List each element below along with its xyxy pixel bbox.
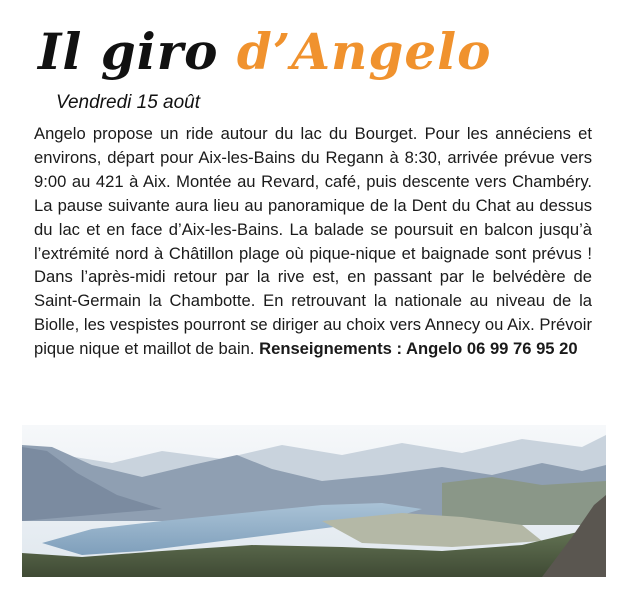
article-body xyxy=(34,122,592,361)
lake-panorama-photo xyxy=(22,425,606,577)
contact-info: Renseignements : Angelo 06 99 76 95 20 xyxy=(259,339,578,359)
headline xyxy=(38,22,492,82)
headline-part-1: Il giro xyxy=(38,22,237,81)
article-paragraph: Angelo propose un ride autour du lac du Bourget. Pour les annéciens et environs, départ pour Aix-les-Bains du Regann à 8:30, arrivée prévue vers 9:00 au 421 à Aix. Montée au Revard, café, puis descente vers Chambéry. La pause suivante aura lieu au panoramique de la Dent du Chat au dessus du lac et en face d’Aix-les-Bains. La balade se poursuit en balcon jusqu’à l’extrémité nord à Châtillon plage où pique-nique et baignade sont prévus ! Dans l’après-midi retour par la rive est, en passant par le belvédère de Saint-Germain la Chambotte. En retrouvant la nationale au niveau de la Biolle, les vespistes pourront se diriger au choix vers Annecy ou Aix. Prévoir pique nique et maillot de bain. xyxy=(34,124,592,359)
event-date: Vendredi 15 août xyxy=(56,92,201,113)
headline-part-2: d’Angelo xyxy=(236,22,492,81)
